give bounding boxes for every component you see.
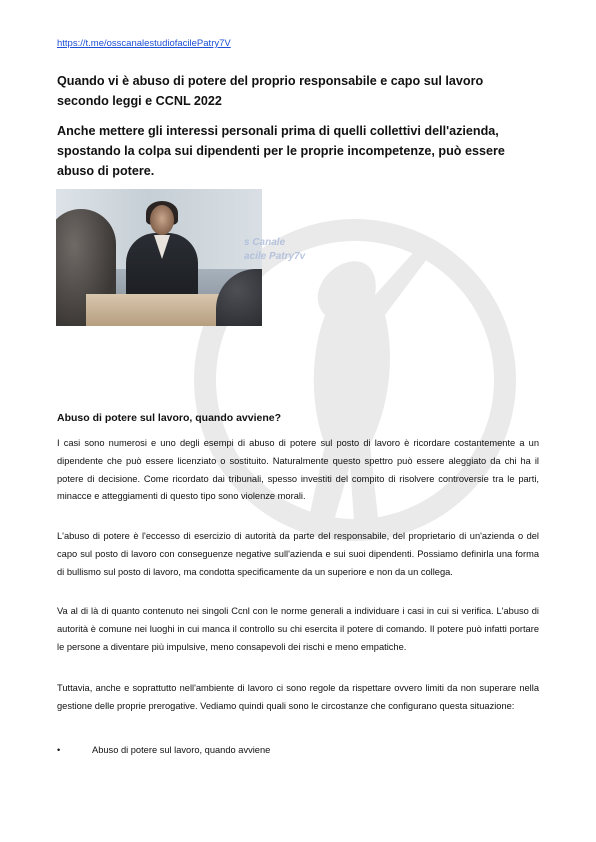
paragraph-1: I casi sono numerosi e uno degli esempi di abuso di potere sul posto di lavoro è ricordare costantemente a un dipendente che può essere licenziato o sostituito. Naturalmente questo spettro può essere aleggiato da chi ha il potere di decisione. Come ricordato dai tribunali, spesso investiti del compito di risolvere controversie tra le parti, minacce e atteggiamenti di questo tipo sono violenze morali. <box>57 438 539 502</box>
bullet-item-text: Abuso di potere sul lavoro, quando avviene <box>92 745 271 755</box>
section-heading: Abuso di potere sul lavoro, quando avviene? <box>57 412 282 424</box>
telegram-link[interactable]: https://t.me/osscanalestudiofacilePatry7V <box>57 38 231 49</box>
paragraph-4: Tuttavia, anche e soprattutto nell'ambiente di lavoro ci sono regole da rispettare ovvero limiti da non superare nella gestione delle proprie prerogative. Vediamo quindi quali sono le circostanze che configurano questa situazione: <box>57 683 539 711</box>
bullet-icon: • <box>57 745 61 755</box>
paragraph-2: L'abuso di potere è l'eccesso di esercizio di autorità da parte del responsabile, del proprietario di un'azienda o del capo sul posto di lavoro con conseguenze negative sull'azienda e sui suoi dipendenti. Possiamo definirla una forma di bullismo sul posto di lavoro, ma condotta specificamente da un superiore e non da un collega. <box>57 531 539 577</box>
document-subtitle: Anche mettere gli interessi personali prima di quelli collettivi dell'azienda, spostando la colpa sui dipendenti per le proprie incompetenze, può essere abuso di potere. <box>57 124 505 178</box>
photo-watermark-line-1: s Canale <box>244 237 286 248</box>
paragraph-3: Va al di là di quanto contenuto nei singoli Ccnl con le norme generali a individuare i casi in cui si verifica. L'abuso di autorità è comune nei luoghi in cui manca il controllo su chi esercita il potere di comando. Il potere può infatti portare le persone a diventare più impulsive, meno consapevoli dei rischi e meno empatiche. <box>57 606 539 652</box>
document-title: Quando vi è abuso di potere del proprio responsabile e capo sul lavoro secondo leggi e CCNL 2022 <box>57 74 484 108</box>
office-meeting-photo <box>56 189 262 326</box>
photo-watermark-line-2: acile Patry7v <box>244 251 306 262</box>
photo-watermark-text <box>244 236 305 264</box>
